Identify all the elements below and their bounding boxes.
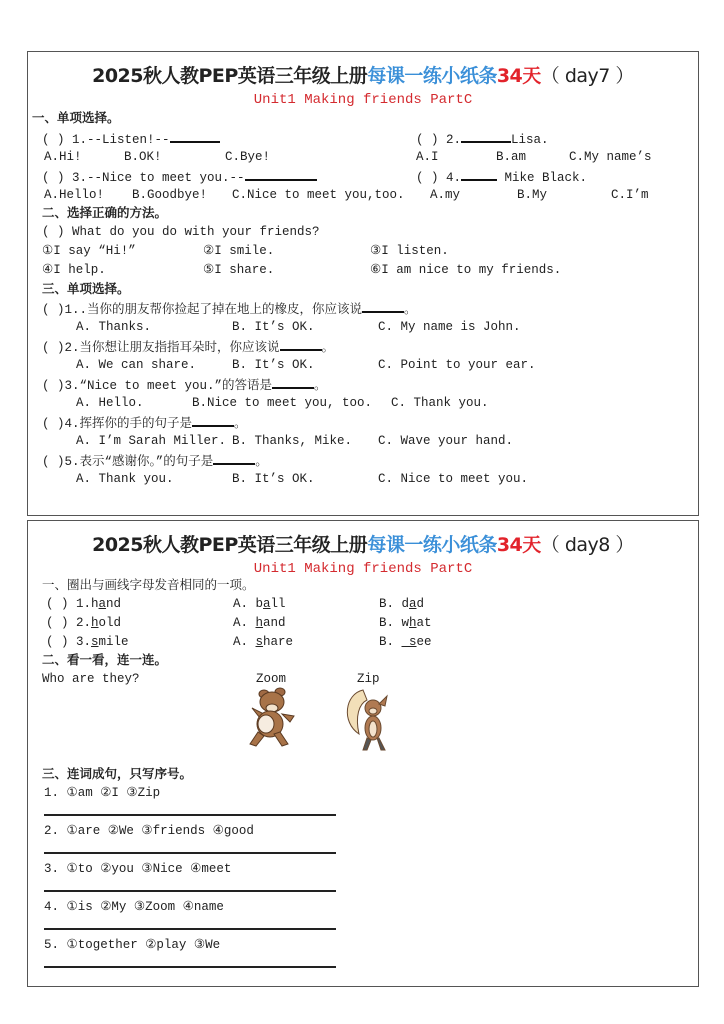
word-part: hare (263, 635, 294, 649)
underlined-letter: s (91, 635, 99, 649)
prompt-text: Who are they? (42, 672, 140, 686)
punct: 。 (314, 379, 327, 393)
word-part: B. w (379, 616, 410, 630)
unit-subtitle: Unit1 Making friends PartC (253, 92, 473, 108)
word-part: old (98, 616, 122, 630)
option: B. Thanks, Mike. (232, 434, 353, 448)
option: C. Thank you. (391, 396, 489, 410)
phonics-row (46, 634, 129, 650)
word-part: nd (106, 597, 122, 611)
answer-line[interactable] (44, 890, 336, 892)
answer-blank[interactable] (461, 130, 511, 143)
option: C. Wave your hand. (378, 434, 514, 448)
word-part: d (416, 597, 425, 611)
answer-blank[interactable] (280, 338, 322, 351)
question-stem: ( )3.“Nice to meet you.”的答语是 (42, 379, 273, 393)
option: A. Thank you. (76, 472, 174, 486)
option: B.My (517, 188, 548, 202)
underlined-letter: h (91, 616, 99, 630)
title-day: （ day7 ） (540, 65, 634, 87)
word-part: ll (270, 597, 286, 611)
underlined-letter: _s (401, 635, 417, 649)
option: A.Hello! (44, 188, 105, 202)
underlined-letter: h (255, 616, 264, 630)
option: B.OK! (124, 150, 162, 164)
option: B.am (496, 150, 527, 164)
question-stem: ( ) What do you do with your friends? (42, 225, 320, 239)
option: B. It’s OK. (232, 358, 315, 372)
title-red: 34天 (496, 534, 541, 556)
option: ⑥I am nice to my friends. (370, 263, 562, 277)
option: C.Bye! (225, 150, 271, 164)
sentence-item: 1. ①am ②I ③Zip (44, 786, 161, 800)
punct: 。 (321, 341, 335, 355)
word-part: h (91, 597, 99, 611)
option (379, 615, 432, 631)
option: ⑤I share. (203, 263, 275, 277)
question-stem: ( )4.挥挥你的手的句子是 (42, 417, 193, 431)
option: C. Point to your ear. (378, 358, 536, 372)
option (379, 634, 432, 650)
option: C. Nice to meet you. (378, 472, 529, 486)
option: C.My name’s (569, 150, 652, 164)
option: ①I say “Hi!” (42, 244, 136, 258)
option: B.Goodbye! (132, 188, 208, 202)
option: A.I (416, 150, 439, 164)
answer-blank[interactable] (192, 414, 234, 427)
underlined-letter: a (98, 597, 107, 611)
option: A. Thanks. (76, 320, 152, 334)
option: A. We can share. (76, 358, 197, 372)
question-item (42, 376, 327, 394)
row-num: ( ) 1. (46, 597, 92, 611)
answer-line[interactable] (44, 966, 336, 968)
option: C.Nice to meet you,too. (232, 188, 405, 202)
question-stem: ( ) 4. (416, 171, 462, 185)
section-heading: 一、圈出与画线字母发音相同的一项。 (42, 577, 255, 592)
answer-line[interactable] (44, 852, 336, 854)
punct: 。 (255, 455, 268, 469)
answer-blank[interactable] (213, 452, 255, 465)
option: A.Hi! (44, 150, 82, 164)
question-item (42, 414, 247, 432)
option: ③I listen. (370, 244, 449, 258)
section-heading: 三、连词成句，只写序号。 (42, 766, 193, 781)
option: C.I’m (611, 188, 649, 202)
option: A.my (430, 188, 461, 202)
answer-blank[interactable] (461, 168, 497, 181)
option: A. Hello. (76, 396, 144, 410)
answer-blank[interactable] (170, 130, 220, 143)
answer-line[interactable] (44, 814, 336, 816)
word-part: A. (233, 635, 256, 649)
underlined-letter: h (409, 616, 417, 630)
character-name-zip: Zip (357, 672, 380, 686)
option: C. My name is John. (378, 320, 521, 334)
question-tail: Mike Black. (504, 171, 588, 185)
word-part: ee (416, 635, 432, 649)
punct: 。 (404, 303, 417, 317)
option (379, 596, 424, 612)
question-stem: ( )5.表示“感谢你。”的句子是 (42, 455, 214, 469)
character-name-zoom: Zoom (256, 672, 287, 686)
zip-squirrel-picture (343, 686, 395, 754)
word-part: mile (98, 635, 129, 649)
underlined-letter: a (263, 597, 271, 611)
section-heading: 二、选择正确的方法。 (42, 205, 168, 220)
worksheet-title (28, 530, 698, 557)
question-item (42, 338, 334, 356)
title-main: 2025秋人教PEP英语三年级上册 (92, 534, 368, 556)
option (233, 596, 286, 612)
unit-subtitle: Unit1 Making friends PartC (253, 561, 473, 577)
sentence-item: 3. ①to ②you ③Nice ④meet (44, 862, 232, 876)
option: ②I smile. (203, 244, 275, 258)
word-part: A. b (233, 597, 264, 611)
worksheet-day7 (27, 51, 699, 516)
question-3 (42, 168, 317, 186)
question-item (42, 452, 268, 470)
question-item (42, 300, 417, 318)
zoom-bear-picture (244, 686, 300, 752)
underlined-letter: s (255, 635, 264, 649)
question-2 (416, 130, 549, 148)
row-num: ( ) 2. (46, 616, 92, 630)
underlined-letter: a (409, 597, 417, 611)
word-part: B. d (379, 597, 410, 611)
question-4 (416, 168, 587, 186)
phonics-row (46, 596, 121, 612)
question-stem: ( ) 1.--Listen!-- (42, 133, 170, 147)
question-tail: Lisa. (511, 133, 549, 147)
sentence-item: 5. ①together ②play ③We (44, 938, 221, 952)
section-heading: 三、单项选择。 (42, 281, 130, 296)
word-part: B. (379, 635, 402, 649)
option: B.Nice to meet you, too. (192, 396, 373, 410)
phonics-row (46, 615, 121, 631)
answer-blank[interactable] (245, 168, 317, 181)
option (233, 615, 286, 631)
question-stem: ( ) 2. (416, 133, 462, 147)
option: A. I’m Sarah Miller. (76, 434, 227, 448)
option: ④I help. (42, 263, 106, 277)
sentence-item: 4. ①is ②My ③Zoom ④name (44, 900, 224, 914)
word-part: and (263, 616, 286, 630)
question-stem: ( )2.当你想让朋友指指耳朵时，你应该说 (42, 341, 280, 355)
word-part: at (416, 616, 432, 630)
question-stem: ( ) 3.--Nice to meet you.-- (42, 171, 245, 185)
worksheet-day8 (27, 520, 699, 987)
punct: 。 (234, 417, 247, 431)
answer-line[interactable] (44, 928, 336, 930)
option: B. It’s OK. (232, 320, 315, 334)
title-day: （ day8 ） (540, 534, 634, 556)
row-num: ( ) 3. (46, 635, 92, 649)
section-heading: 二、看一看，连一连。 (42, 652, 168, 667)
title-blue: 每课一练小纸条 (367, 65, 497, 87)
title-blue: 每课一练小纸条 (367, 534, 497, 556)
answer-blank[interactable] (362, 300, 404, 313)
section-heading: 一、单项选择。 (32, 110, 120, 125)
title-red: 34天 (496, 65, 541, 87)
answer-blank[interactable] (272, 376, 314, 389)
option (233, 634, 293, 650)
worksheet-title (28, 61, 698, 88)
sentence-item: 2. ①are ②We ③friends ④good (44, 824, 254, 838)
title-main: 2025秋人教PEP英语三年级上册 (92, 65, 368, 87)
question-stem: ( )1..当你的朋友帮你捡起了掉在地上的橡皮，你应该说 (42, 303, 363, 317)
option: B. It’s OK. (232, 472, 315, 486)
word-part: A. (233, 616, 256, 630)
question-1 (42, 130, 220, 148)
